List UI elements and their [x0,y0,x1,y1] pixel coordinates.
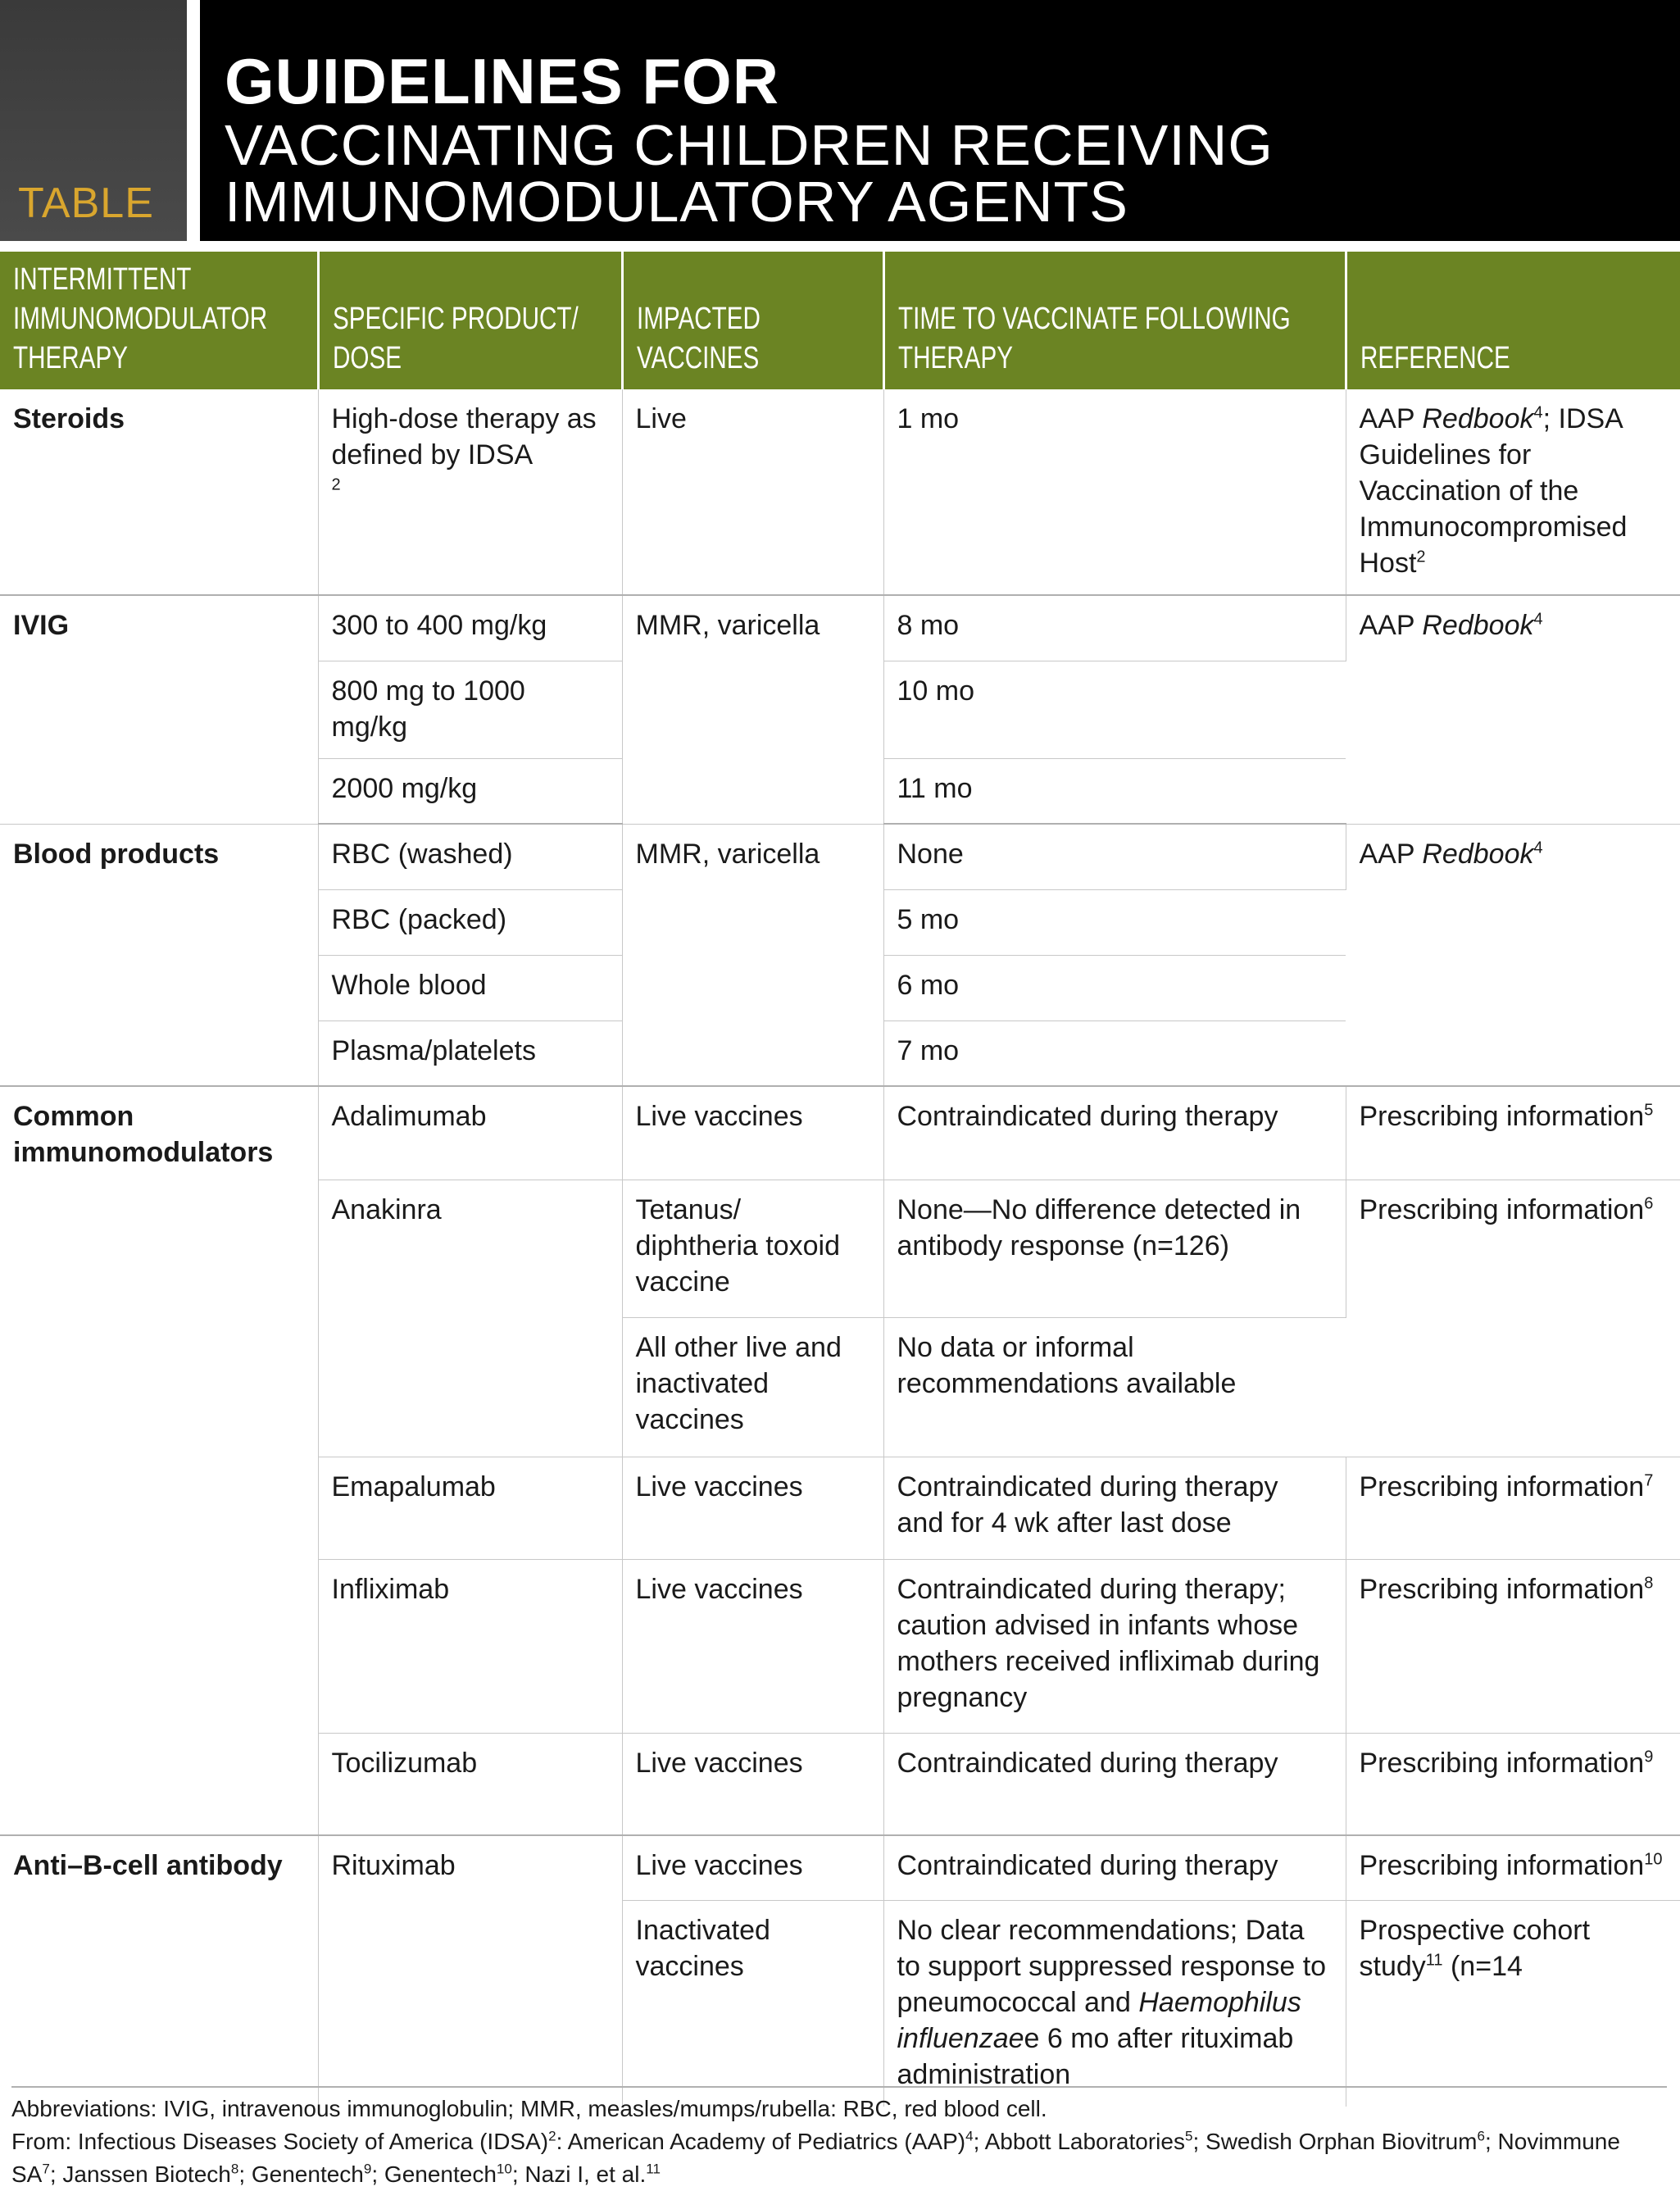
product-cell: Emapalumab [318,1457,622,1559]
vaccines-cell: Live vaccines [622,1733,883,1835]
product-cell: Tocilizumab [318,1733,622,1835]
column-header-reference: REFERENCE [1346,252,1680,389]
column-header-therapy: INTERMITTENT IMMUNOMODULATOR THERAPY [0,252,318,389]
reference-cell: Prescribing information$^5$ [1346,1086,1680,1180]
table-footnotes [11,2086,1667,2191]
vaccines-cell: MMR, varicella [622,595,883,824]
title-block [200,0,1680,241]
therapy-cell: Blood products [0,824,318,1086]
column-header-time: TIME TO VACCINATE FOLLOWING THERAPY [883,252,1346,389]
product-cell: Rituximab [318,1835,622,2107]
reference-cell: AAP Redbook$^4$ [1346,595,1680,824]
title-line-1: GUIDELINES FOR [225,45,780,117]
table-row [0,595,1680,661]
time-cell: None [883,824,1346,889]
time-cell: 5 mo [883,889,1346,955]
table-row [0,824,1680,889]
table-header-row [0,252,1680,389]
vaccines-cell: Live [622,389,883,595]
time-cell: Contraindicated during therapy [883,1086,1346,1180]
therapy-cell: Steroids [0,389,318,595]
product-cell: Whole blood [318,955,622,1020]
table-row [0,1086,1680,1180]
time-cell: Contraindicated during therapy; caution advised in infants whose mothers received infliximab during pregnancy [883,1559,1346,1733]
time-cell: 11 mo [883,758,1346,824]
reference-cell: Prospective cohort study$^{11}$ (n=14 [1359,1914,1591,1982]
table-tab [0,0,187,241]
table-row [0,1835,1680,1900]
vaccination-table [0,252,1680,2107]
time-cell: No clear recommendations; Data to support suppressed response to pneumococcal and Haemophilus influenzaee 6 mo after rituximab administration [883,1900,1346,2107]
sources-note: From: Infectious Diseases Society of America (IDSA)$^2$: American Academy of Pediatrics (AAP)$^4$; Abbott Laboratories$^5$; Swedish Orphan Biovitrum$^6$; Novimmune $SA^7$; Janssen Biotech$^8$; Genentech$^9$; Genentech$^{10}$; Nazi I, et al.$^{11}$ [11,2128,1620,2187]
vaccines-cell: MMR, varicella [622,824,883,1086]
product-cell: 300 to 400 mg/kg [318,595,622,661]
vaccines-cell: Live vaccines [622,1086,883,1180]
reference-cell: AAP Redbook$^4$; IDSA Guidelines for Vaccination of the Immunocompromised Host$^2$ [1346,389,1680,595]
title-line-3: IMMUNOMODULATORY AGENTS [225,170,1128,234]
title-line-2: VACCINATING CHILDREN RECEIVING [225,113,1274,177]
reference-cell: Prescribing information$^8$ [1346,1559,1680,1733]
reference-cell: Prescribing information$^9$ [1346,1733,1680,1835]
time-cell: Contraindicated during therapy [883,1835,1346,1900]
vaccines-cell: Tetanus/ diphtheria toxoid vaccine [622,1180,883,1317]
vaccines-cell: All other live and inactivated vaccines [622,1317,883,1457]
time-cell: 6 mo [883,955,1346,1020]
time-cell: None—No difference detected in antibody response (n=126) [883,1180,1346,1317]
product-cell: 800 mg to 1000 mg/kg [318,661,622,758]
product-cell: High-dose therapy as defined by IDSA$^2$ [318,389,622,595]
product-cell: Adalimumab [318,1086,622,1180]
time-cell: No data or informal recommendations available [883,1317,1346,1457]
time-cell: 10 mo [883,661,1346,758]
tab-label: TABLE [18,180,154,227]
therapy-cell: Anti–B-cell antibody [0,1835,318,2107]
reference-cell: AAP Redbook$^4$ [1346,824,1680,1086]
therapy-cell: Common immunomodulators [0,1086,318,1835]
reference-cell: Prescribing information$^6$ [1346,1180,1680,1457]
product-cell: RBC (packed) [318,889,622,955]
time-cell: Contraindicated during therapy [883,1733,1346,1835]
vaccines-cell: Live vaccines [622,1835,883,1900]
abbreviations-note: Abbreviations: IVIG, intravenous immunoglobulin; MMR, measles/mumps/rubella: RBC, red blood cell. [11,2096,1047,2121]
time-cell: 1 mo [883,389,1346,595]
column-header-vaccines: IMPACTED VACCINES [622,252,883,389]
product-cell: Plasma/platelets [318,1020,622,1086]
reference-cell: Prescribing information$^{10}$ [1346,1835,1680,1900]
header-banner [0,0,1680,246]
product-cell: RBC (washed) [318,824,622,889]
column-header-product: SPECIFIC PRODUCT/ DOSE [318,252,622,389]
time-cell: 8 mo [883,595,1346,661]
product-cell: 2000 mg/kg [318,758,622,824]
table-row [0,389,1680,595]
time-cell: 7 mo [883,1020,1346,1086]
product-cell: Anakinra [318,1180,622,1457]
vaccines-cell: Inactivated vaccines [622,1900,883,2107]
vaccines-cell: Live vaccines [622,1457,883,1559]
time-cell: Contraindicated during therapy and for 4 wk after last dose [883,1457,1346,1559]
therapy-cell: IVIG [0,595,318,824]
product-cell: Infliximab [318,1559,622,1733]
vaccines-cell: Live vaccines [622,1559,883,1733]
reference-cell: Prescribing information$^7$ [1346,1457,1680,1559]
